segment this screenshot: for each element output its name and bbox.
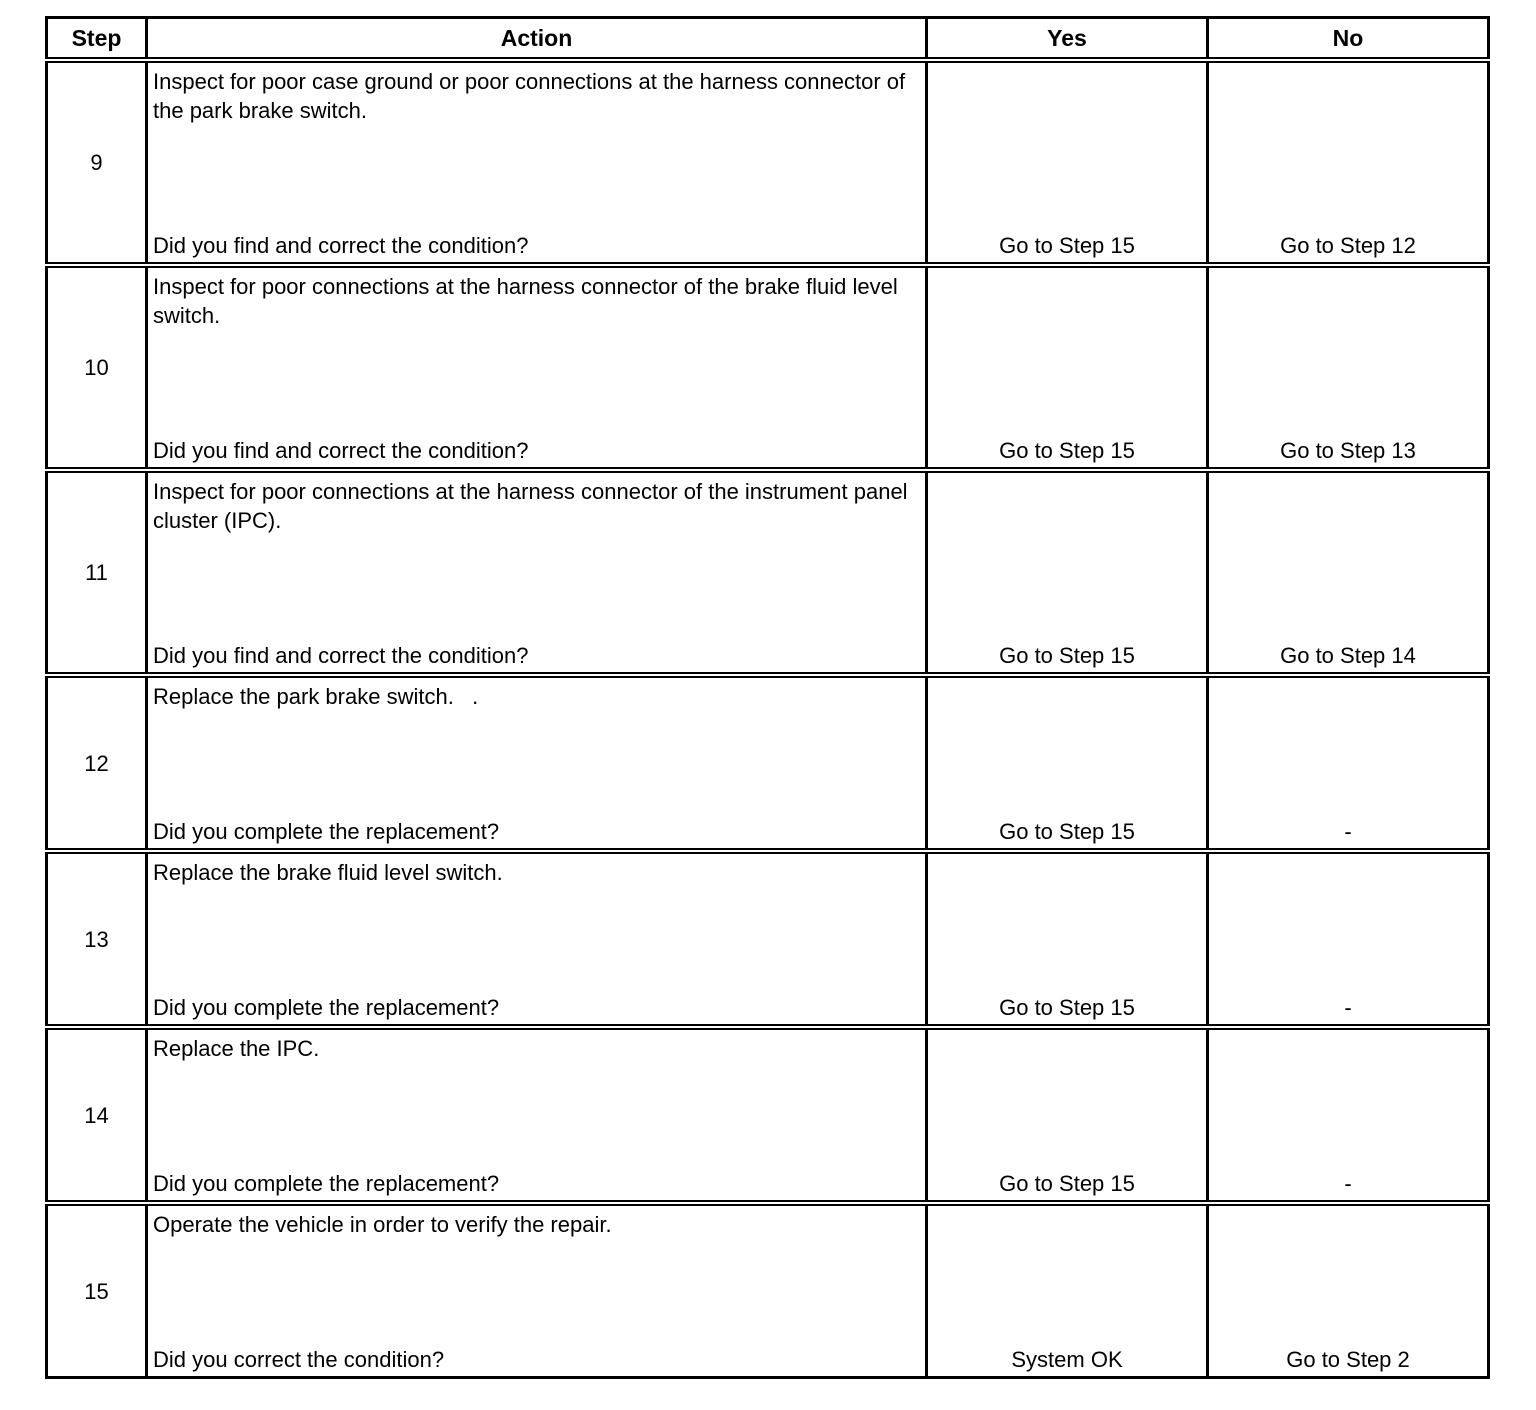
step-number: 14 <box>47 1027 147 1203</box>
action-instruction: Inspect for poor connections at the harness connector of the instrument panel cluster (IPC). <box>153 479 908 533</box>
action-instruction: Replace the brake fluid level switch. <box>153 860 503 885</box>
action-cell <box>147 60 927 265</box>
action-cell <box>147 675 927 851</box>
action-cell <box>147 1027 927 1203</box>
action-instruction: Operate the vehicle in order to verify the repair. <box>153 1212 612 1237</box>
action-instruction: Replace the park brake switch. . <box>153 684 479 709</box>
action-instruction: Inspect for poor connections at the harness connector of the brake fluid level switch. <box>153 274 898 328</box>
table-row <box>47 1203 1489 1378</box>
table-row <box>47 1027 1489 1203</box>
yes-outcome: Go to Step 15 <box>927 675 1208 851</box>
action-instruction: Replace the IPC. <box>153 1036 320 1061</box>
action-cell <box>147 265 927 470</box>
yes-outcome: Go to Step 15 <box>927 851 1208 1027</box>
table-row <box>47 675 1489 851</box>
diagnostic-table <box>45 16 1490 1379</box>
action-question: Did you correct the condition? <box>153 1347 445 1372</box>
action-cell <box>147 851 927 1027</box>
header-no: No <box>1208 18 1489 61</box>
table-row <box>47 851 1489 1027</box>
no-outcome: Go to Step 12 <box>1208 60 1489 265</box>
action-question: Did you find and correct the condition? <box>153 643 529 668</box>
yes-outcome: Go to Step 15 <box>927 60 1208 265</box>
no-outcome: Go to Step 13 <box>1208 265 1489 470</box>
step-number: 11 <box>47 470 147 675</box>
no-outcome: - <box>1208 675 1489 851</box>
action-question: Did you find and correct the condition? <box>153 438 529 463</box>
no-outcome: - <box>1208 1027 1489 1203</box>
yes-outcome: Go to Step 15 <box>927 1027 1208 1203</box>
step-number: 10 <box>47 265 147 470</box>
table-row <box>47 265 1489 470</box>
no-outcome: Go to Step 14 <box>1208 470 1489 675</box>
step-number: 15 <box>47 1203 147 1378</box>
action-cell <box>147 1203 927 1378</box>
no-outcome: Go to Step 2 <box>1208 1203 1489 1378</box>
action-question: Did you complete the replacement? <box>153 819 500 844</box>
header-yes: Yes <box>927 18 1208 61</box>
no-outcome: - <box>1208 851 1489 1027</box>
action-question: Did you complete the replacement? <box>153 995 500 1020</box>
action-question: Did you find and correct the condition? <box>153 233 529 258</box>
header-step: Step <box>47 18 147 61</box>
step-number: 13 <box>47 851 147 1027</box>
table-row <box>47 470 1489 675</box>
table-header-row <box>47 18 1489 61</box>
header-action: Action <box>147 18 927 61</box>
yes-outcome: Go to Step 15 <box>927 470 1208 675</box>
step-number: 9 <box>47 60 147 265</box>
yes-outcome: System OK <box>927 1203 1208 1378</box>
step-number: 12 <box>47 675 147 851</box>
action-cell <box>147 470 927 675</box>
action-question: Did you complete the replacement? <box>153 1171 500 1196</box>
yes-outcome: Go to Step 15 <box>927 265 1208 470</box>
action-instruction: Inspect for poor case ground or poor connections at the harness connector of the park brake switch. <box>153 69 906 123</box>
table-row <box>47 60 1489 265</box>
